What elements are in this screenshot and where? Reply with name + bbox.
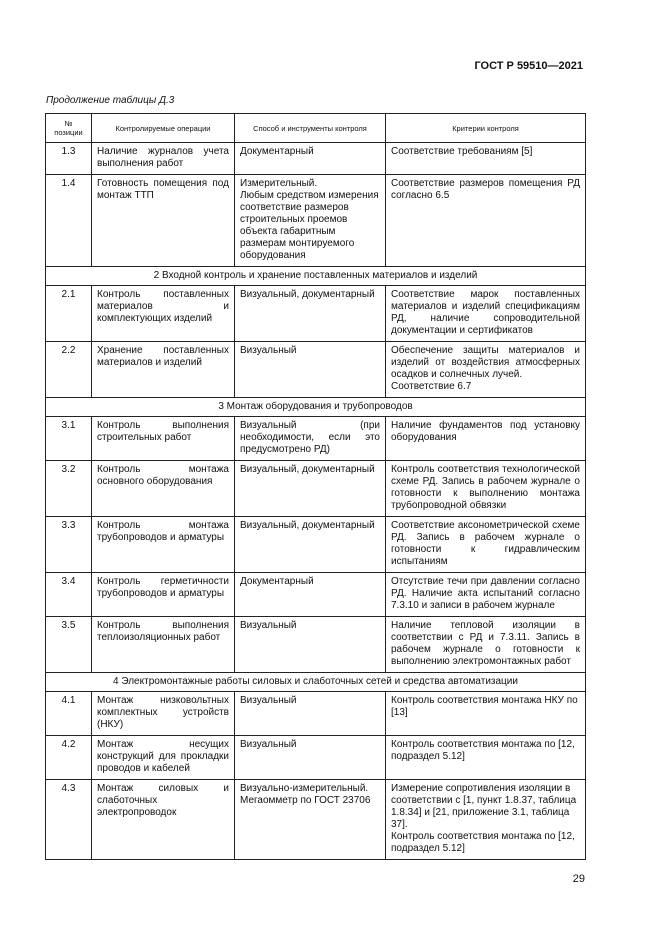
table-row xyxy=(46,517,586,573)
row-num: 2.1 xyxy=(46,286,92,342)
row-criteria: Соответствие размеров помещения РД согласно 6.5 xyxy=(386,175,586,267)
table-row xyxy=(46,736,586,780)
row-operation: Монтаж несущих конструкций для прокладки проводов и кабелей xyxy=(92,736,235,780)
row-num: 4.2 xyxy=(46,736,92,780)
row-criteria: Соответствие требованиям [5] xyxy=(386,143,586,175)
standard-code: ГОСТ Р 59510—2021 xyxy=(474,60,583,72)
row-criteria: Наличие тепловой изоляции в соответствии с РД и 7.3.11. Запись в рабочем журнале о готовности к выполнению электромонтажных работ xyxy=(386,617,586,673)
row-num: 2.2 xyxy=(46,342,92,398)
row-criteria: Контроль соответствия монтажа по [12, подраздел 5.12] xyxy=(386,736,586,780)
row-method: Визуальный, документарный xyxy=(235,517,386,573)
section-title: 2 Входной контроль и хранение поставленных материалов и изделий xyxy=(46,267,586,286)
row-method: Визуальный xyxy=(235,342,386,398)
column-header-num: № позиции xyxy=(46,114,92,143)
table-row xyxy=(46,780,586,860)
column-header-operation: Контролируемые операции xyxy=(92,114,235,143)
row-operation: Монтаж низковольтных комплектных устройств (НКУ) xyxy=(92,692,235,736)
row-criteria: Отсутствие течи при давлении согласно РД. Наличие акта испытаний согласно 7.3.10 и записи в рабочем журнале xyxy=(386,573,586,617)
row-num: 3.5 xyxy=(46,617,92,673)
row-operation: Наличие журналов учета выполнения работ xyxy=(92,143,235,175)
table-row xyxy=(46,286,586,342)
table-caption: Продолжение таблицы Д.3 xyxy=(46,95,175,106)
row-method: Документарный xyxy=(235,573,386,617)
row-operation: Контроль выполнения строительных работ xyxy=(92,417,235,461)
table-header-row xyxy=(46,114,586,143)
control-table xyxy=(45,113,586,860)
row-operation: Контроль монтажа основного оборудования xyxy=(92,461,235,517)
section-row xyxy=(46,267,586,286)
row-method: Документарный xyxy=(235,143,386,175)
row-method: Визуальный, документарный xyxy=(235,286,386,342)
row-method: Визуальный (при необходимости, если это предусмотрено РД) xyxy=(235,417,386,461)
table-row xyxy=(46,175,586,267)
row-num: 3.2 xyxy=(46,461,92,517)
table-row xyxy=(46,143,586,175)
table-row xyxy=(46,573,586,617)
row-method: Визуальный xyxy=(235,692,386,736)
row-num: 3.3 xyxy=(46,517,92,573)
section-row xyxy=(46,673,586,692)
row-operation: Контроль герметичности трубопроводов и арматуры xyxy=(92,573,235,617)
row-operation: Готовность помещения под монтаж ТТП xyxy=(92,175,235,267)
row-num: 4.1 xyxy=(46,692,92,736)
row-operation: Контроль монтажа трубопроводов и арматуры xyxy=(92,517,235,573)
row-num: 3.4 xyxy=(46,573,92,617)
table-row xyxy=(46,617,586,673)
table-row xyxy=(46,342,586,398)
column-header-criteria: Критерии контроля xyxy=(386,114,586,143)
row-operation: Контроль выполнения теплоизоляционных работ xyxy=(92,617,235,673)
row-criteria: Соответствие аксонометрической схеме РД. Запись в рабочем журнале о готовности к гидравлическим испытаниям xyxy=(386,517,586,573)
row-num: 1.4 xyxy=(46,175,92,267)
row-method: Визуально-измерительный. Мегаомметр по ГОСТ 23706 xyxy=(235,780,386,860)
row-num: 4.3 xyxy=(46,780,92,860)
row-method: Визуальный, документарный xyxy=(235,461,386,517)
section-title: 4 Электромонтажные работы силовых и слаботочных сетей и средства автоматизации xyxy=(46,673,586,692)
row-num: 1.3 xyxy=(46,143,92,175)
row-method: Визуальный xyxy=(235,736,386,780)
section-row xyxy=(46,398,586,417)
row-criteria: Обеспечение защиты материалов и изделий от воздействия атмосферных осадков и солнечных лучей. Соответствие 6.7 xyxy=(386,342,586,398)
row-operation: Хранение поставленных материалов и изделий xyxy=(92,342,235,398)
row-method: Измерительный. Любым средством измерения соответствие размеров строительных проемов объекта габаритным размерам монтируемого оборудования xyxy=(235,175,386,267)
row-operation: Монтаж силовых и слаботочных электропроводок xyxy=(92,780,235,860)
row-criteria: Наличие фундаментов под установку оборудования xyxy=(386,417,586,461)
table-row xyxy=(46,461,586,517)
column-header-method: Способ и инструменты контроля xyxy=(235,114,386,143)
row-num: 3.1 xyxy=(46,417,92,461)
row-criteria: Контроль соответствия технологической схеме РД. Запись в рабочем журнале о готовности к выполнению монтажа трубопроводной обвязки xyxy=(386,461,586,517)
row-operation: Контроль поставленных материалов и комплектующих изделий xyxy=(92,286,235,342)
page-number: 29 xyxy=(572,873,585,885)
section-title: 3 Монтаж оборудования и трубопроводов xyxy=(46,398,586,417)
table-row xyxy=(46,417,586,461)
row-method: Визуальный xyxy=(235,617,386,673)
row-criteria: Соответствие марок поставленных материалов и изделий спецификациям РД, наличие сопроводительной документации и сертификатов xyxy=(386,286,586,342)
row-criteria: Измерение сопротивления изоляции в соответствии с [1, пункт 1.8.37, таблица 1.8.34] и [21, приложение 3.1, таблица 37]. Контроль соответствия монтажа по [12, подраздел 5.12] xyxy=(386,780,586,860)
table-row xyxy=(46,692,586,736)
row-criteria: Контроль соответствия монтажа НКУ по [13] xyxy=(386,692,586,736)
